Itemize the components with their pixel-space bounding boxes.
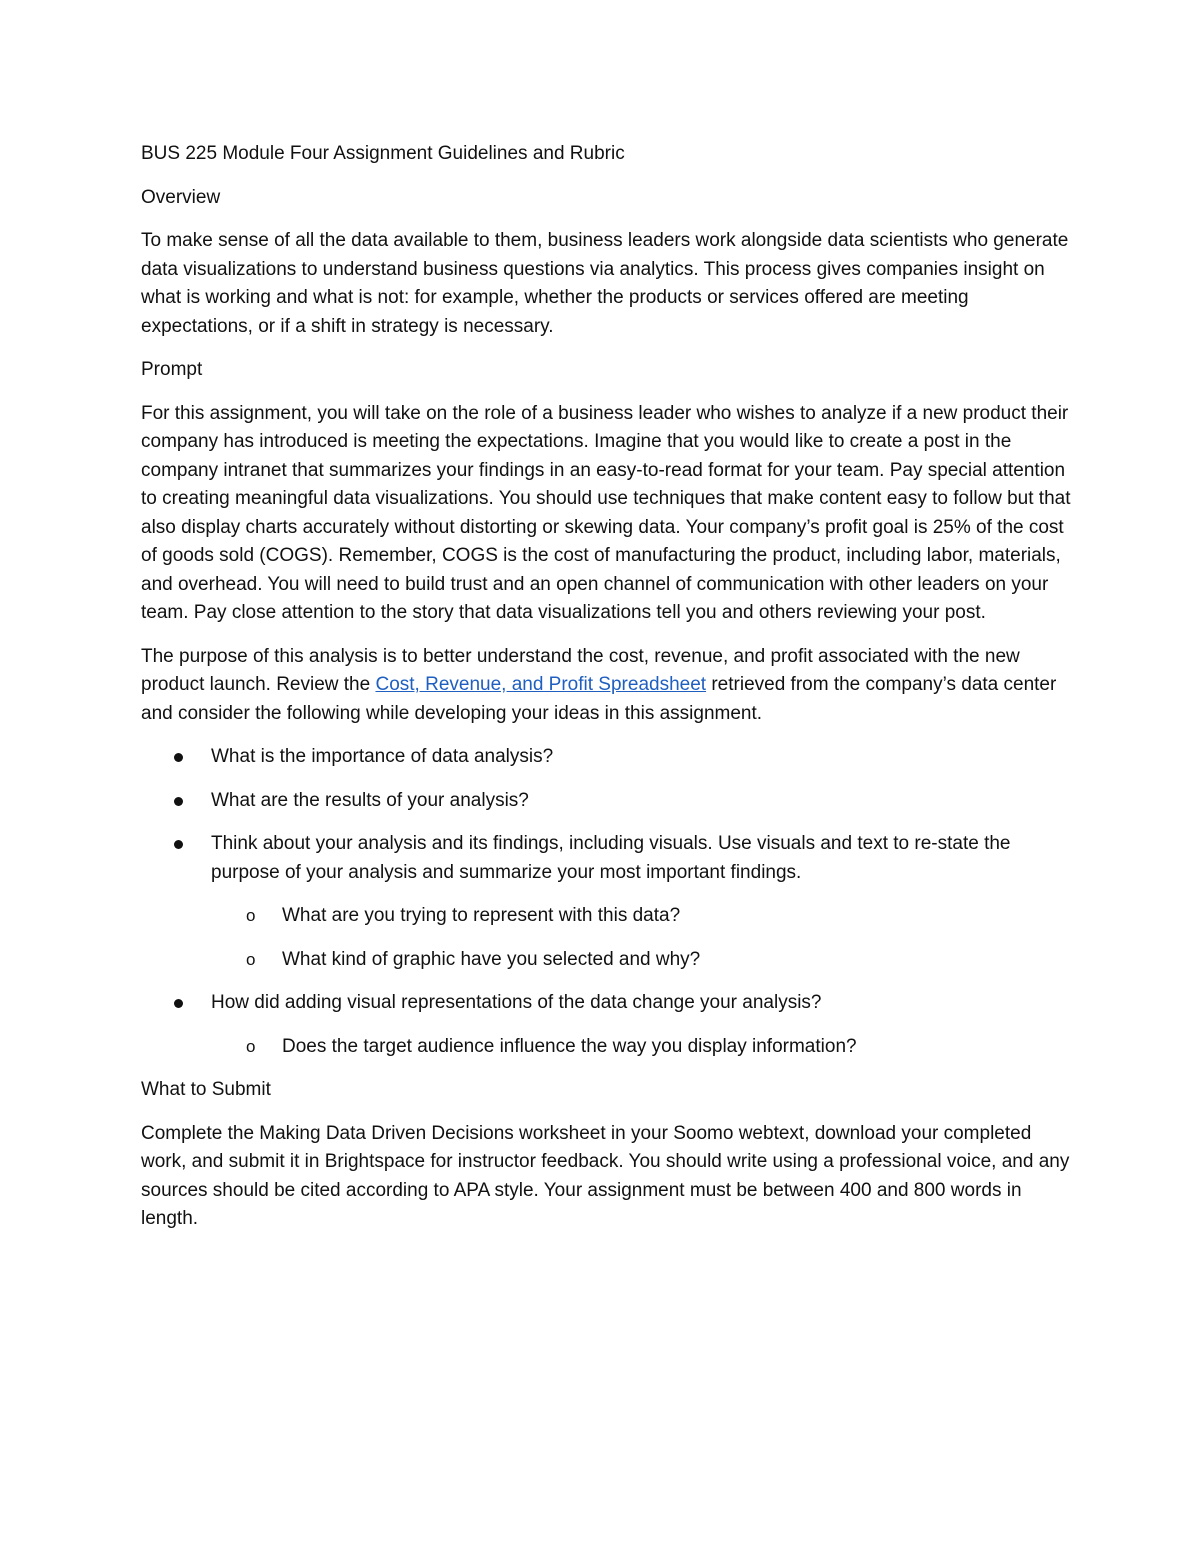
document-body: [141, 140, 1071, 1249]
prompt-paragraph: For this assignment, you will take on the role of a business leader who wishes to analyze if a new product their company has introduced is meeting the expectations. Imagine that you would like to create a post in the company intranet that summarizes your findings in an easy-to-read format for your team. Pay special attention to creating meaningful data visualizations. You should use techniques that make content easy to follow but that also display charts accurately without distorting or skewing data. Your company’s profit goal is 25% of the cost of goods sold (COGS). Remember, COGS is the cost of manufacturing the product, including labor, materials, and overhead. You will need to build trust and an open channel of communication with other leaders on your team. Pay close attention to the story that data visualizations tell you and others reviewing your post.: [141, 402, 1071, 623]
overview-paragraph: To make sense of all the data available to them, business leaders work alongside data scientists who generate data visualizations to understand business questions via analytics. This process gives companies insight on what is working and what is not: for example, whether the products or services offered are meeting expectations, or if a shift in strategy is necessary.: [141, 230, 1069, 337]
sub-list-item: [141, 1033, 1071, 1062]
submit-heading: What to Submit: [141, 1079, 271, 1100]
list-item: [141, 743, 1071, 772]
bullet-icon: [174, 999, 183, 1008]
bullet-icon: [174, 753, 183, 762]
list-item: [141, 830, 1071, 887]
sub-bullet-marker: o: [246, 906, 256, 925]
sub-list-item-text: What kind of graphic have you selected and why?: [282, 948, 701, 970]
sub-list-item: [141, 902, 1071, 931]
consideration-list: [141, 743, 1071, 1061]
document-title: BUS 225 Module Four Assignment Guidelines and Rubric: [141, 143, 625, 164]
purpose-paragraph: [141, 643, 1071, 729]
overview-heading: Overview: [141, 186, 221, 208]
list-item-text: How did adding visual representations of the data change your analysis?: [211, 992, 822, 1013]
list-item-text: What is the importance of data analysis?: [211, 746, 554, 767]
bullet-icon: [174, 840, 183, 849]
bullet-icon: [174, 797, 183, 806]
purpose-text-after: retrieved from the company’s data center and consider the following while developing your ideas in this assignment.: [141, 674, 1057, 724]
list-item: [141, 787, 1071, 816]
list-item: [141, 989, 1071, 1018]
sub-bullet-marker: o: [246, 1036, 256, 1056]
sub-list-item-text: What are you trying to represent with this data?: [282, 905, 681, 926]
purpose-text-before: The purpose of this analysis is to better understand the cost, revenue, and profit associated with the new product launch. Review the: [141, 645, 1020, 695]
spreadsheet-link[interactable]: Cost, Revenue, and Profit Spreadsheet: [375, 674, 707, 695]
sub-list-item: [141, 946, 1071, 975]
sub-bullet-marker: o: [246, 949, 256, 969]
list-item-text: What are the results of your analysis?: [211, 789, 529, 811]
prompt-heading: Prompt: [141, 359, 203, 380]
submit-paragraph: Complete the Making Data Driven Decisions worksheet in your Soomo webtext, download your completed work, and submit it in Brightspace for instructor feedback. You should write using a professional voice, and any sources should be cited according to APA style. Your assignment must be between 400 and 800 words in length.: [141, 1122, 1070, 1229]
sub-list-item-text: Does the target audience influence the way you display information?: [282, 1035, 857, 1057]
list-item-text: Think about your analysis and its findings, including visuals. Use visuals and text to re-state the purpose of your analysis and summarize your most important findings.: [211, 833, 1011, 883]
